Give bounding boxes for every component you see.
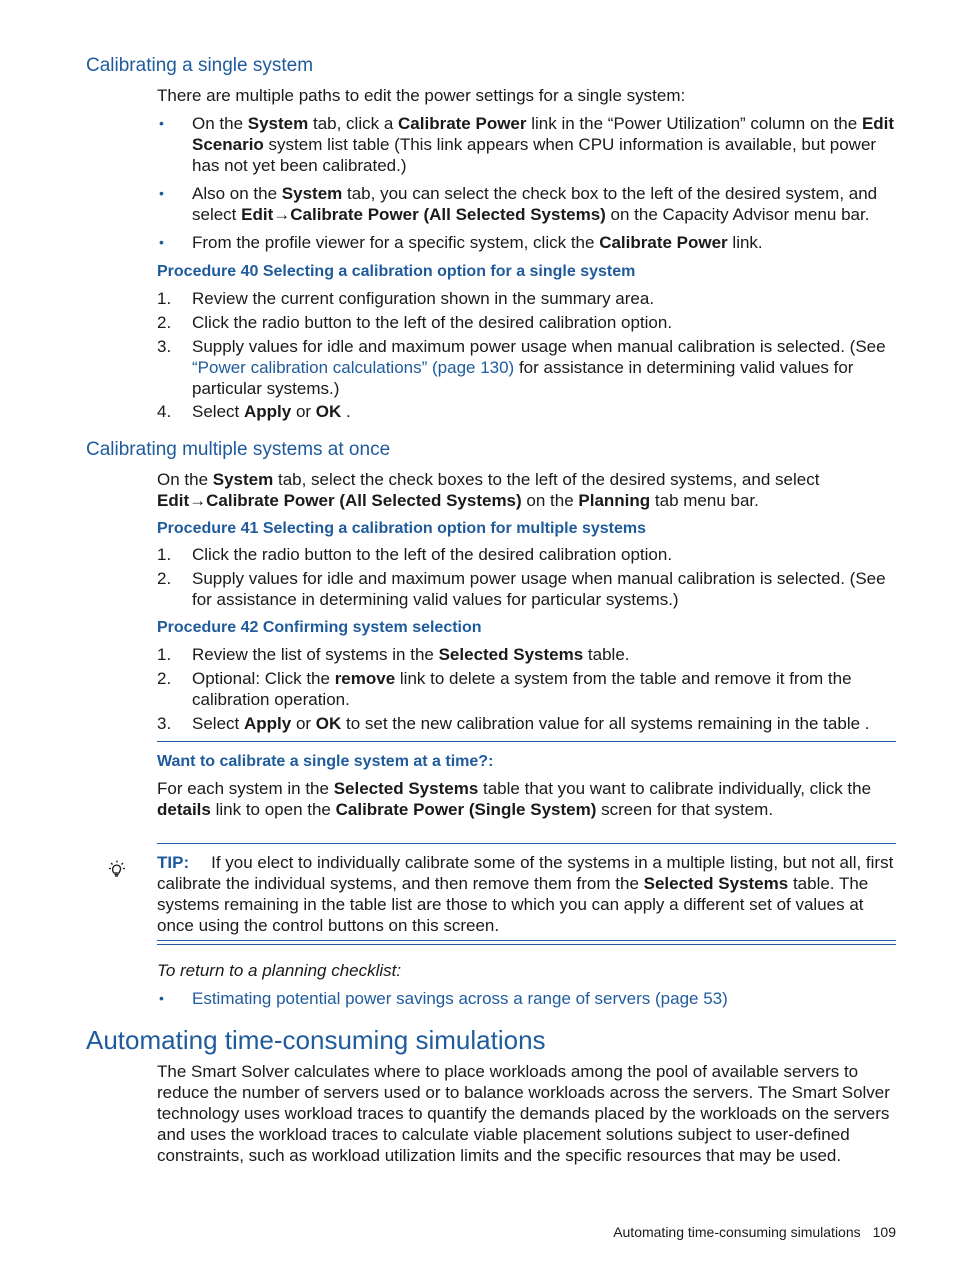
- step-text: Supply values for idle and maximum power usage when manual calibration is selected. (See for assistance in determining valid values for particular systems.): [192, 569, 886, 609]
- step-text: Supply values for idle and maximum power usage when manual calibration is selected. (See “Power calibration calculations” (page 130) for assistance in determining valid values for particular systems.): [192, 337, 886, 398]
- divider: [157, 940, 896, 945]
- footer-title: Automating time-consuming simulations: [613, 1224, 861, 1240]
- step-number: 3.: [157, 714, 172, 733]
- page-number: 109: [872, 1224, 896, 1240]
- procedure-step: [157, 644, 897, 665]
- step-text: Review the current configuration shown in the summary area.: [192, 289, 655, 308]
- list-item: [157, 113, 897, 176]
- page-footer: [601, 1222, 896, 1243]
- step-text: Review the list of systems in the Selected Systems table.: [192, 645, 630, 664]
- intro-paragraph: There are multiple paths to edit the power settings for a single system:: [157, 86, 686, 105]
- step-number: 3.: [157, 337, 172, 356]
- procedure-step: [157, 288, 897, 309]
- list-item-text: On the System tab, click a Calibrate Power link in the “Power Utilization” column on the Edit Scenario system list table (This link appears when CPU information is available, but power has not yet been calibrated.): [192, 114, 895, 175]
- body-paragraph: The Smart Solver calculates where to place workloads among the pool of available servers to reduce the number of servers used or to balance workloads across the servers. The Smart Solver technology uses workload traces to quantify the demands placed by the workloads on the servers and uses the workload traces to calculate viable placement solutions subject to user-defined constraints, such as workload utilization limits and the specific resources that may be used.: [157, 1062, 890, 1165]
- tip-label: TIP:: [157, 853, 190, 872]
- intro-paragraph: On the System tab, select the check boxes to the left of the desired systems, and select Edit→Calibrate Power (All Selected Systems) on the Planning tab menu bar.: [157, 470, 820, 510]
- step-number: 1.: [157, 289, 172, 308]
- power-calibration-link[interactable]: “Power calibration calculations” (page 130): [192, 358, 515, 377]
- step-number: 2.: [157, 669, 172, 688]
- checklist-link[interactable]: Estimating potential power savings across a range of servers (page 53): [192, 989, 728, 1008]
- divider: [157, 843, 896, 844]
- section-heading-single-system: Calibrating a single system: [86, 55, 314, 76]
- step-number: 1.: [157, 545, 172, 564]
- step-text: Click the radio button to the left of the desired calibration option.: [192, 313, 673, 332]
- step-text: Select Apply or OK .: [192, 402, 351, 421]
- section-heading-multiple-systems: Calibrating multiple systems at once: [86, 439, 391, 460]
- section-heading-automating: Automating time-consuming simulations: [86, 1025, 546, 1055]
- tip-paragraph: TIP: If you elect to individually calibrate some of the systems in a multiple listing, but not all, first calibrate the individual systems, and then remove them from the Selected Systems table. The systems remaining in the table list are those to which you can apply a different set of values at once using the control buttons on this screen.: [157, 853, 894, 935]
- lightbulb-icon: [106, 859, 128, 881]
- step-text: Click the radio button to the left of the desired calibration option.: [192, 545, 673, 564]
- bullet-icon: •: [159, 234, 164, 250]
- sidebar-text: For each system in the Selected Systems table that you want to calibrate individually, click the details link to open the Calibrate Power (Single System) screen for that system.: [157, 779, 872, 819]
- procedure-step: [157, 668, 897, 710]
- procedure-step: [157, 544, 897, 565]
- list-item: [157, 988, 897, 1009]
- procedure-step: [157, 401, 897, 422]
- list-item-text: From the profile viewer for a specific system, click the Calibrate Power link.: [192, 233, 763, 252]
- bullet-icon: •: [159, 990, 164, 1006]
- procedure-step: [157, 336, 897, 399]
- step-number: 2.: [157, 313, 172, 332]
- divider: [157, 741, 896, 742]
- procedure-step: [157, 568, 897, 610]
- step-number: 2.: [157, 569, 172, 588]
- bullet-icon: •: [159, 115, 164, 131]
- list-item: [157, 232, 897, 253]
- step-text: Select Apply or OK to set the new calibration value for all systems remaining in the table .: [192, 714, 870, 733]
- return-label: To return to a planning checklist:: [157, 961, 402, 980]
- sidebar-title: Want to calibrate a single system at a time?:: [157, 753, 494, 770]
- step-number: 1.: [157, 645, 172, 664]
- procedure-step: [157, 312, 897, 333]
- procedure-title: Procedure 42 Confirming system selection: [157, 619, 482, 636]
- procedure-step: [157, 713, 897, 734]
- step-number: 4.: [157, 402, 172, 421]
- bullet-icon: •: [159, 185, 164, 201]
- procedure-title: Procedure 41 Selecting a calibration option for multiple systems: [157, 520, 647, 537]
- list-item: [157, 183, 897, 225]
- list-item-text: Also on the System tab, you can select the check box to the left of the desired system, and select Edit→Calibrate Power (All Selected Systems) on the Capacity Advisor menu bar.: [192, 184, 878, 224]
- step-text: Optional: Click the remove link to delete a system from the table and remove it from the calibration operation.: [192, 669, 852, 709]
- procedure-title: Procedure 40 Selecting a calibration option for a single system: [157, 263, 636, 280]
